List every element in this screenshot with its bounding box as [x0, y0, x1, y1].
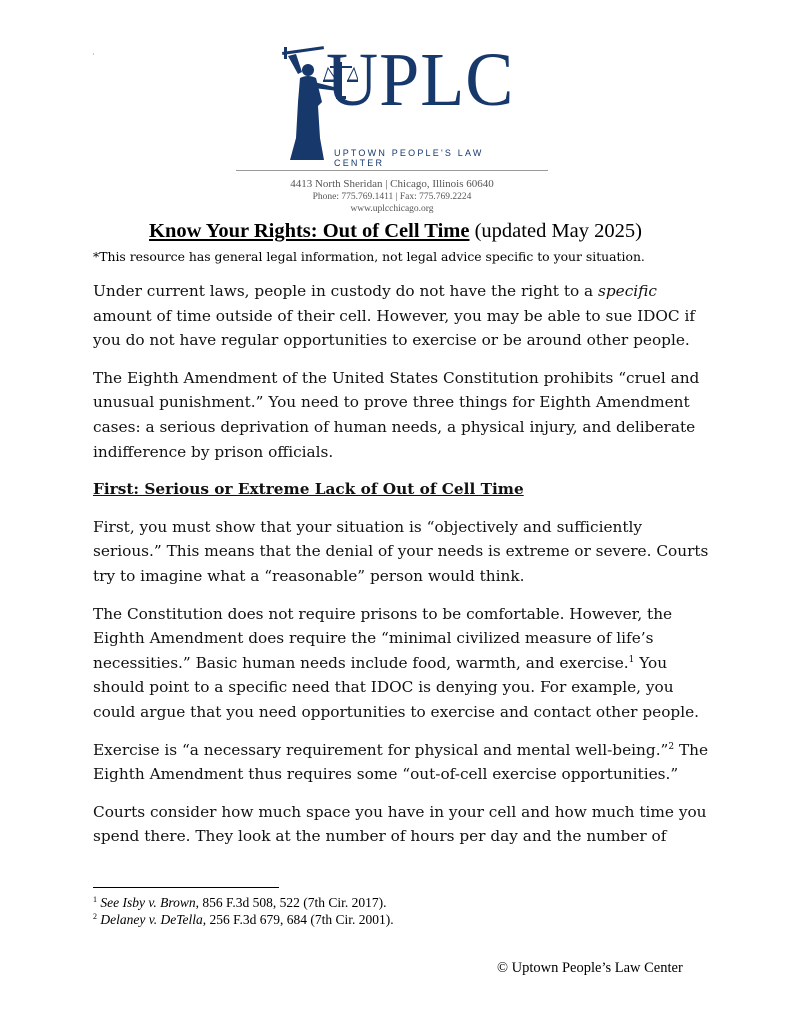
- logo-org-name: UPTOWN PEOPLE'S LAW CENTER: [334, 148, 484, 168]
- footnote-ref-2: 2: [668, 741, 675, 752]
- footnote-2-case: Delaney v. DeTella: [100, 912, 203, 927]
- paragraph-3: First, you must show that your situation is “objectively and sufficiently serious.” This means that the denial of your needs is extreme or severe. Courts try to imagine what a “reasonable” person would think.: [93, 517, 709, 585]
- paragraph-6: Courts consider how much space you have in your cell and how much time you spend there. They look at the number of hours per day and the number of: [93, 802, 707, 846]
- disclaimer: *This resource has general legal information, not legal advice specific to your situation.: [93, 249, 645, 264]
- footnotes: [93, 894, 394, 928]
- footnote-2-number: 2: [93, 912, 97, 921]
- letterhead: [0, 0, 791, 218]
- document-body: [93, 279, 713, 862]
- logo-wordmark: UPLC: [326, 38, 515, 122]
- footnote-2-cite: , 256 F.3d 679, 684 (7th Cir. 2001).: [202, 912, 394, 927]
- footnote-1-case: See Isby v. Brown: [100, 895, 196, 910]
- paragraph-1-text-a: Under current laws, people in custody do not have the right to a: [93, 282, 599, 300]
- title-updated: (updated May 2025): [474, 220, 642, 242]
- letterhead-phone: Phone: 775.769.1411 | Fax: 775.769.2224: [312, 192, 472, 202]
- uplc-logo: [278, 38, 518, 168]
- page-title: [0, 220, 791, 243]
- letterhead-website: www.uplcchicago.org: [350, 204, 434, 214]
- paragraph-4-text-b: You should point to a specific need that IDOC is denying you. For example, you could argue that you need opportunities to exercise and contact other people.: [93, 653, 700, 721]
- paragraph-5: [93, 738, 713, 787]
- paragraph-5-text-b: The Eighth Amendment thus requires some “out-of-cell exercise opportunities.”: [93, 740, 709, 784]
- footnote-divider: [93, 887, 279, 888]
- footnote-2: [93, 911, 394, 928]
- title-main: Know Your Rights: Out of Cell Time: [149, 220, 470, 242]
- paragraph-5-text-a: Exercise is “a necessary requirement for physical and mental well-being.”: [93, 740, 669, 759]
- scan-mark: ·: [92, 50, 95, 59]
- paragraph-2: The Eighth Amendment of the United States Constitution prohibits “cruel and unusual punishment.” You need to prove three things for Eighth Amendment cases: a serious deprivation of human needs, a physical injury, and deliberate indifference by prison officials.: [93, 368, 700, 461]
- section-heading-first: First: Serious or Extreme Lack of Out of Cell Time: [93, 480, 524, 499]
- paragraph-1-text-b: amount of time outside of their cell. However, you may be able to sue IDOC if you do not have regular opportunities to exercise or be around other people.: [93, 306, 696, 350]
- footnote-1: [93, 894, 394, 911]
- footnote-1-cite: , 856 F.3d 508, 522 (7th Cir. 2017).: [195, 895, 387, 910]
- paragraph-1: [93, 279, 713, 353]
- letterhead-divider: [236, 170, 548, 171]
- paragraph-4: [93, 602, 713, 725]
- copyright-notice: © Uptown People’s Law Center: [497, 960, 683, 976]
- footnote-ref-1: 1: [628, 654, 635, 665]
- paragraph-4-text-a: The Constitution does not require prisons to be comfortable. However, the Eighth Amendment does require the “minimal civilized measure of life’s necessities.” Basic human needs include food, warmth, and exercise.: [93, 604, 673, 672]
- letterhead-address: 4413 North Sheridan | Chicago, Illinois 60640: [290, 178, 494, 190]
- footnote-1-number: 1: [93, 895, 97, 904]
- paragraph-1-emphasis: specific: [598, 282, 657, 300]
